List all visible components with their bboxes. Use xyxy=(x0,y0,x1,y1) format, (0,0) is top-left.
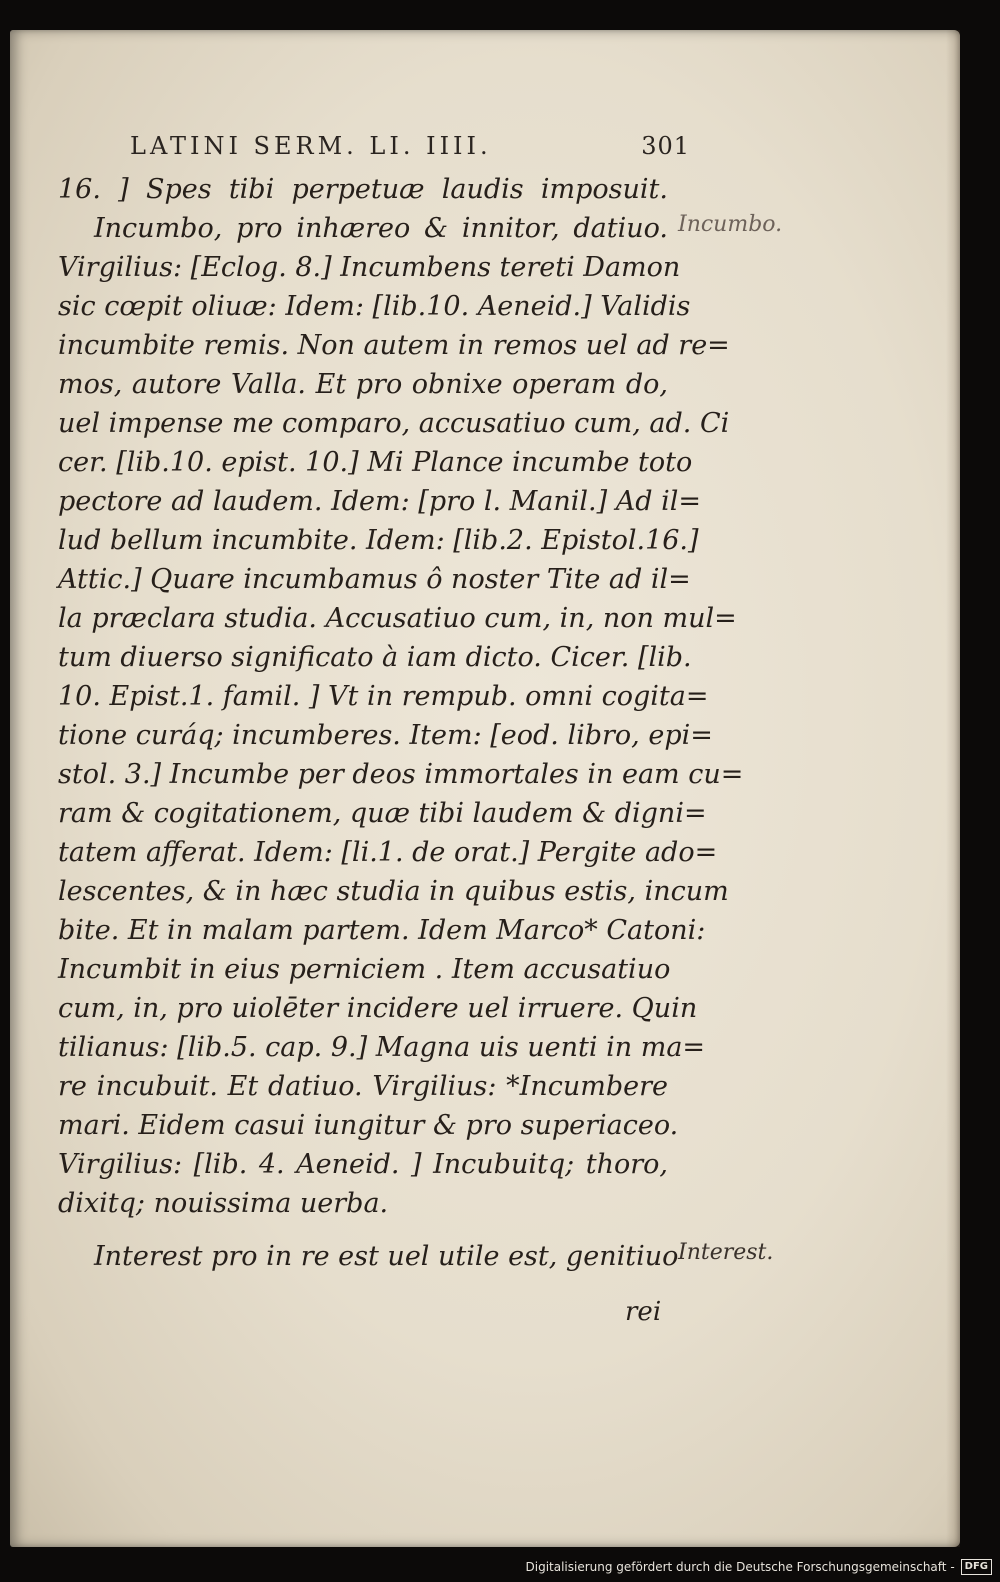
text-line: Interest pro in re est uel utile est, genitiuo xyxy=(94,1241,679,1272)
running-head xyxy=(130,132,690,160)
text-line: stol. 3.] Incumbe per deos immortales in eam cu= xyxy=(58,759,744,790)
text-line: tatem afferat. Idem: [li.1. de orat.] Pergite ado= xyxy=(58,837,718,868)
text-line: incumbite remis. Non autem in remos uel ad re= xyxy=(58,330,730,361)
text-line: bite. Et in malam partem. Idem Marco* Catoni: xyxy=(58,915,706,946)
marginal-note-interest: Interest. xyxy=(678,1240,774,1265)
credit-text: Digitalisierung gefördert durch die Deutsche Forschungsgemeinschaft - xyxy=(525,1560,955,1574)
text-line: uel impense me comparo, accusatiuo cum, ad. Ci xyxy=(58,408,730,439)
main-text-block xyxy=(58,170,744,1276)
text-line: pectore ad laudem. Idem: [pro l. Manil.] Ad il= xyxy=(58,486,702,517)
text-line: la præclara studia. Accusatiuo cum, in, non mul= xyxy=(58,603,737,634)
digitization-credit xyxy=(526,1556,993,1578)
text-line: mos, autore Valla. Et pro obnixe operam do, xyxy=(58,369,668,400)
text-line: mari. Eidem casui iungitur & pro superiaceo. xyxy=(58,1110,679,1141)
running-head-title: LATINI SERM. LI. IIII. xyxy=(130,132,492,160)
page-number: 301 xyxy=(641,132,690,160)
text-line: lud bellum incumbite. Idem: [lib.2. Epistol.16.] xyxy=(58,525,699,556)
text-line: ram & cogitationem, quæ tibi laudem & digni= xyxy=(58,798,707,829)
marginal-note-incumbo: Incumbo. xyxy=(678,212,783,237)
text-line: Virgilius: [lib. 4. Aeneid. ] Incubuitq; thoro, xyxy=(58,1149,668,1180)
text-line: re incubuit. Et datiuo. Virgilius: *Incumbere xyxy=(58,1071,668,1102)
text-line: cum, in, pro uiolēter incidere uel irruere. Quin xyxy=(58,993,698,1024)
book-page xyxy=(10,30,960,1547)
text-line: tum diuerso significato à iam dicto. Cicer. [lib. xyxy=(58,642,692,673)
text-line: Incumbo, pro inhæreo & innitor, datiuo. xyxy=(94,213,668,244)
text-line: Incumbit in eius perniciem . Item accusatiuo xyxy=(58,954,671,985)
text-line: 16. ] Spes tibi perpetuæ laudis imposuit. xyxy=(58,174,668,205)
text-line: lescentes, & in hæc studia in quibus estis, incum xyxy=(58,876,729,907)
dfg-logo: DFG xyxy=(961,1559,992,1575)
catchword: rei xyxy=(625,1297,662,1327)
text-line: Virgilius: [Eclog. 8.] Incumbens tereti Damon xyxy=(58,252,681,283)
page-edge-shadow xyxy=(946,30,960,1547)
text-line: tilianus: [lib.5. cap. 9.] Magna uis uenti in ma= xyxy=(58,1032,706,1063)
text-line: 10. Epist.1. famil. ] Vt in rempub. omni cogita= xyxy=(58,681,709,712)
text-line: Attic.] Quare incumbamus ô noster Tite ad il= xyxy=(58,564,691,595)
text-line: cer. [lib.10. epist. 10.] Mi Plance incumbe toto xyxy=(58,447,693,478)
text-line: dixitq; nouissima uerba. xyxy=(58,1188,389,1219)
text-line: sic cœpit oliuæ: Idem: [lib.10. Aeneid.] Validis xyxy=(58,291,691,322)
text-line: tione curáq; incumberes. Item: [eod. libro, epi= xyxy=(58,720,713,751)
